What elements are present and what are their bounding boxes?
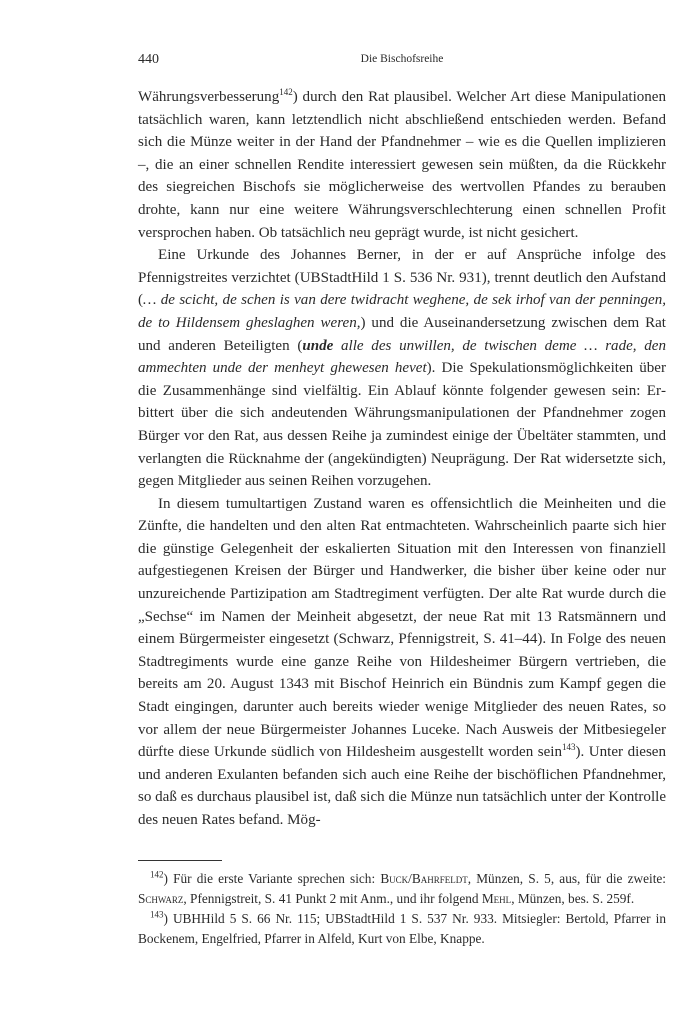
text-run: , Münzen, bes. S. 259f. [511,890,635,906]
text-run: , Pfennigstreit, S. 41 Punkt 2 mit Anm., und ihr folgend [183,890,482,906]
footnote-marker: 142 [150,869,164,880]
text-run: , Münzen, S. 5, aus, für die zweite: [467,870,666,886]
footnote-marker: 143 [150,909,164,920]
running-title: Die Bischofsreihe [360,53,444,65]
emphasized-word: unde [302,337,334,354]
author-name: Schwarz [138,890,184,906]
text-run: Eine Urkunde des Johannes Berner, in der er auf Ansprüche infolge des Pfennigstreites verzichtet (UBStadtHild 1 S. 536 Nr. 931), trennt deutlich den Aufstand ( [138,247,666,309]
text-run: ) Für die erste Variante sprechen sich: [163,870,381,886]
footnote [138,909,666,949]
text-run: ) UBHHild 5 S. 66 Nr. 115; UBStadtHild 1 S. 537 Nr. 933. Mitsiegler: Bertold, Pfarrer in Bockenem, Engelfried, Pfarrer in Alfeld, Kurt von Elbe, Knappe. [138,911,666,947]
quoted-source-text [302,338,333,354]
text-run: ). Die Spekulationsmöglichkeiten über die Zusammenhänge sind vielfältig. Ein Ablauf könnte folgender gewesen sein: Erbittert über die sich andeutenden Währungsmanipulationen der Pfandnehmer zogen Bürger vor den Rat, aus dessen Reihe ja zumindest einige der Übeltäter stammten, und verlangten die Rücknahme der (angekündigten) Neuprägung. Der Rat widersetzte sich, gegen Mitglieder aus seinen Reihen vorzugehen. [138,360,666,490]
quoted-source-text: alle des unwillen, de twischen deme … rade, den ammechten unde der menheyt ghewesen hevet [138,337,666,377]
footnote-marker: 142 [279,86,293,97]
footnote-marker: 143 [561,742,576,753]
paragraph [138,244,666,493]
text-run: ) durch den Rat plausibel. Welcher Art diese Manipulationen tatsächlich waren, kann letztendlich nicht abschließend entschieden werden. Befand sich die Münze weiter in der Hand der Pfandnehmer – wie es die Quellen implizieren –, die an einer schnellen Rendite interessiert gewesen sein müßten, da die Rückkehr des siegreichen Bischofs sie möglicherweise des wertvollen Pfandes zu berauben drohte, kann nur eine weitere Währungsverschlechterung einen schnellen Profit versprochen haben. Ob tatsächlich neu geprägt wurde, ist nicht gesichert. [138,89,666,241]
page-number: 440 [138,52,159,67]
footnote [138,869,666,909]
paragraph [138,86,666,244]
footnotes [138,869,666,950]
text-run: ) und die Auseinandersetzung zwischen dem Rat und anderen Beteiligten ( [138,314,666,354]
body-text [138,86,666,832]
author-name: Mehl [481,890,512,906]
paragraph [138,493,666,832]
quoted-source-text: … de scicht, de schen is van dere twidracht weghene, de sek irhof van der penningen, de to Hildensem gheslaghen weren, [138,292,666,331]
text-run: In diesem tumultartigen Zustand waren es offensichtlich die Meinheiten und die Zünfte, die handelten und den alten Rat entmachteten. Wahrscheinlich paarte sich hier die günstige Gelegenheit der eskalierten Situation mit den Interessen von finanziell aufgestiegenen Kreisen der Bürger und Handwerker, die bisher über keine oder nur unzureichende Partizipation am Stadtregiment verfügten. Der alte Rat wurde durch die „Sechse“ im Namen der Meinheit abgesetzt, der neue Rat mit 13 Ratsmännern und einem Bürgermeister eingesetzt (Schwarz, Pfennigstreit, S. 41–44). In Folge des neuen Stadtregiments wurde eine ganze Reihe von Hildesheimer Bürgern vertrieben, die bereits am 20. August 1343 mit Bischof Heinrich ein Bündnis zum Kampf gegen die Stadt eingingen, darunter auch bereits wieder wenige Mitglieder des neuen Rates, so vor allem der neue Bürgermeister Johannes Luceke. Nach Ausweis der Mitbesiegeler dürfte diese Urkunde südlich von Hildesheim ausgestellt worden sein [138,495,666,761]
book-page [138,52,666,949]
text-run: Währungsverbesserung [138,89,280,105]
footnote-separator [138,860,222,861]
text-run: ). Unter diesen und anderen Exulanten befanden sich auch eine Reihe der bischöflichen Pfandnehmer, so daß es durchaus plausibel ist, daß sich die Münze nun tatsächlich unter der Kontrolle des neuen Rates befand. Mög- [138,744,667,828]
running-head [138,52,666,78]
author-name: Buck/Bahrfeldt [380,870,468,886]
